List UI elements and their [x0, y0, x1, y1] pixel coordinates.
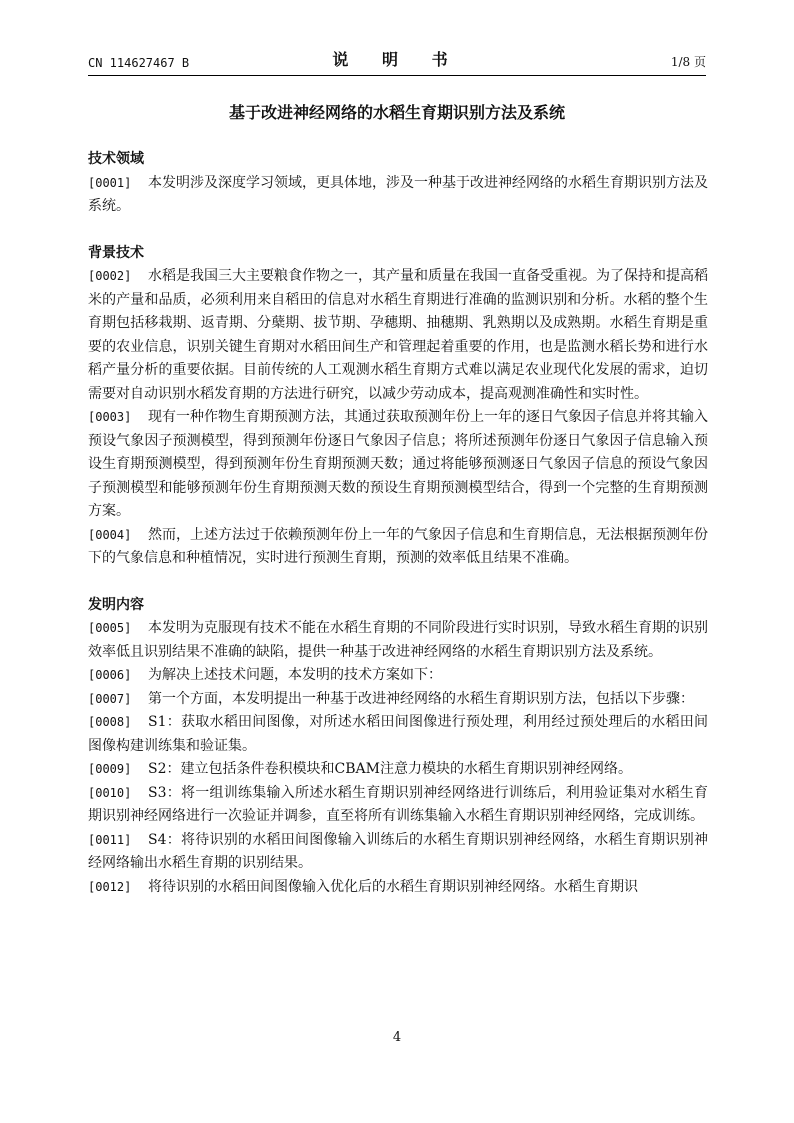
paragraph-text: 将待识别的水稻田间图像输入优化后的水稻生育期识别神经网络。水稻生育期识 [148, 878, 638, 895]
paragraph-number: [0007] [88, 691, 132, 706]
paragraph [88, 688, 708, 712]
paragraph-number: [0006] [88, 668, 132, 682]
header-rule [88, 75, 706, 76]
paragraph [88, 406, 708, 524]
paragraph-text: 为解决上述技术问题，本发明的技术方案如下： [148, 667, 442, 683]
paragraph-number: [0010] [88, 785, 132, 800]
paragraph-number: [0001] [88, 175, 132, 190]
paragraph-number: [0008] [88, 715, 132, 729]
paragraph-text: S2：建立包括条件卷积模块和CBAM注意力模块的水稻生育期识别神经网络。 [148, 761, 632, 777]
paragraph-text: 本发明涉及深度学习领域，更具体地，涉及一种基于改进神经网络的水稻生育期识别方法及系统。 [88, 174, 708, 214]
paragraph [88, 758, 708, 782]
paragraph-number: [0004] [88, 527, 132, 542]
paragraph-text: 然而，上述方法过于依赖预测年份上一年的气象因子信息和生育期信息，无法根据预测年份下的气象信息和种植情况，实时进行预测生育期，预测的效率低且结果不准确。 [88, 526, 708, 566]
page-number: 4 [392, 1030, 402, 1045]
paragraph-text: 水稻是我国三大主要粮食作物之一，其产量和质量在我国一直备受重视。为了保持和提高稻米的产量和品质，必须利用来自稻田的信息对水稻生育期进行准确的监测识别和分析。水稻的整个生育期包括移栽期、返青期、分蘖期、拔节期、孕穗期、抽穗期、乳熟期以及成熟期。水稻生育期是重要的农业信息，识别关键生育期对水稻田间生产和管理起着重要的作用，也是监测水稻长势和进行水稻产量分析的重要依据。目前传统的人工观测水稻生育期方式难以满足农业现代化发展的需求，迫切需要对自动识别水稻发育期的方法进行研究，以减少劳动成本，提高观测准确性和实时性。 [88, 268, 708, 402]
paragraph-number: [0011] [88, 832, 132, 847]
paragraph-text: S3：将一组训练集输入所述水稻生育期识别神经网络进行训练后，利用验证集对水稻生育期识别神经网络进行一次验证并调参，直至将所有训练集输入水稻生育期识别神经网络，完成训练。 [88, 784, 708, 824]
section-heading: 发明内容 [88, 596, 144, 613]
paragraph [88, 617, 708, 664]
paragraph-text: S1：获取水稻田间图像，对所述水稻田间图像进行预处理，利用经过预处理后的水稻田间图像构建训练集和验证集。 [88, 714, 708, 754]
paragraph-text: S4：将待识别的水稻田间图像输入训练后的水稻生育期识别神经网络，水稻生育期识别神经网络输出水稻生育期的识别结果。 [88, 831, 708, 871]
document-body [88, 148, 708, 899]
paragraph [88, 664, 708, 688]
paragraph-text: 第一个方面，本发明提出一种基于改进神经网络的水稻生育期识别方法，包括以下步骤： [148, 690, 694, 707]
paragraph [88, 524, 708, 571]
paragraph [88, 265, 708, 406]
paragraph [88, 876, 708, 900]
paragraph [88, 782, 708, 829]
document-title: 基于改进神经网络的水稻生育期识别方法及系统 [228, 103, 565, 122]
patent-number: CN 114627467 B [88, 56, 190, 70]
document-type: 说 明 书 [332, 50, 462, 69]
paragraph-text: 现有一种作物生育期预测方法，其通过获取预测年份上一年的逐日气象因子信息并将其输入预设气象因子预测模型，得到预测年份逐日气象因子信息；将所述预测年份逐日气象因子信息输入预设生育期预测模型，得到预测年份生育期预测天数；通过将能够预测逐日气象因子信息的预设气象因子预测模型和能够预测年份生育期预测天数的预设生育期预测模型结合，得到一个完整的生育期预测方案。 [88, 409, 708, 519]
section-heading: 背景技术 [88, 244, 144, 261]
paragraph-number: [0003] [88, 410, 132, 424]
paragraph-number: [0005] [88, 621, 132, 635]
page-header [88, 48, 706, 76]
paragraph-number: [0012] [88, 879, 132, 894]
paragraph [88, 711, 708, 758]
page-count: 1/8 页 [670, 55, 706, 69]
paragraph-number: [0009] [88, 762, 132, 776]
paragraph-number: [0002] [88, 269, 132, 283]
section-heading: 技术领域 [88, 151, 144, 167]
paragraph [88, 829, 708, 876]
paragraph [88, 172, 708, 219]
paragraph-text: 本发明为克服现有技术不能在水稻生育期的不同阶段进行实时识别，导致水稻生育期的识别效率低且识别结果不准确的缺陷，提供一种基于改进神经网络的水稻生育期识别方法及系统。 [88, 620, 708, 660]
